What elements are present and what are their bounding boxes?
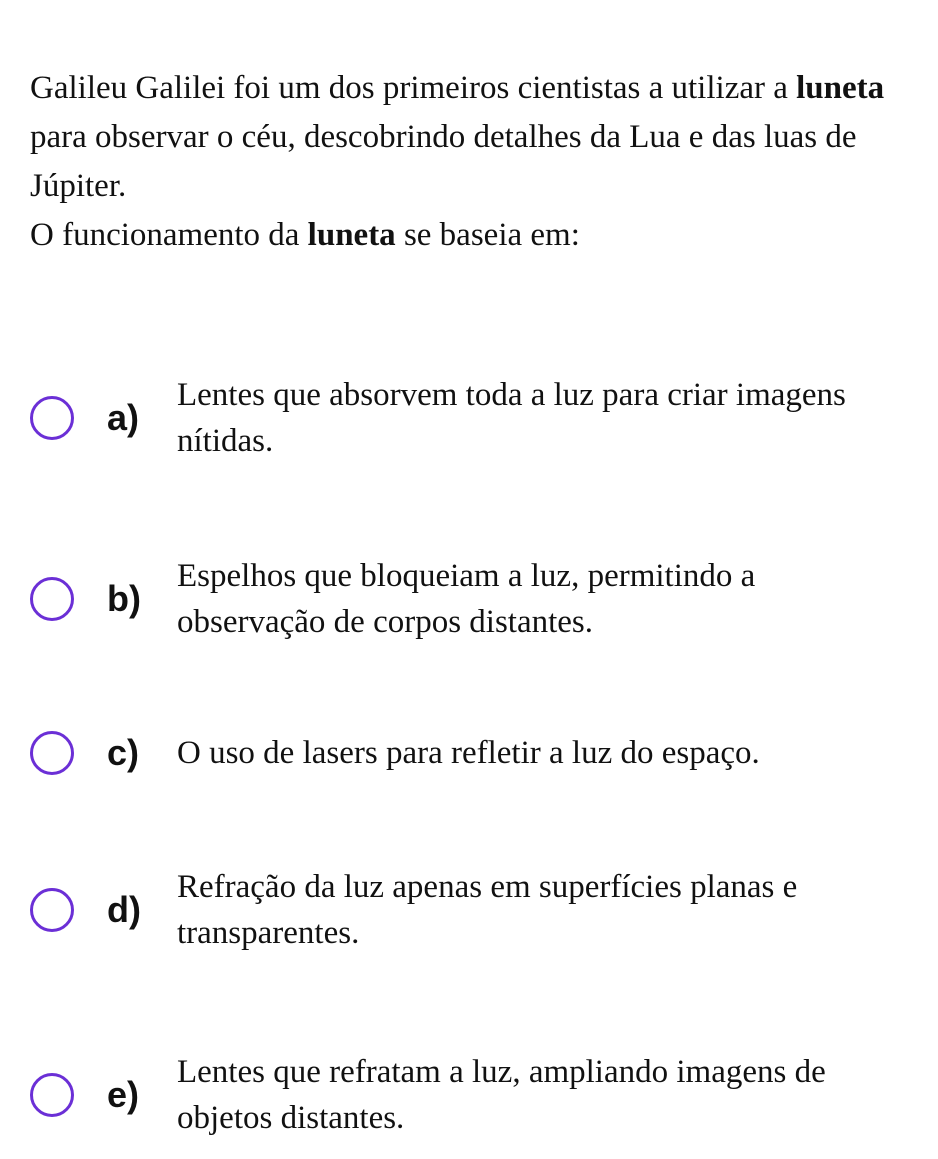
option-c[interactable] <box>30 725 910 781</box>
option-b-text: Espelhos que bloqueiam a luz, permitindo a observação de corpos distantes. <box>177 558 756 640</box>
question-bold-luneta-2: luneta <box>307 217 396 253</box>
option-e[interactable] <box>30 1045 910 1145</box>
option-d-letter: d) <box>107 889 141 930</box>
radio-option-b[interactable] <box>30 577 74 621</box>
option-a-text: Lentes que absorvem toda a luz para criar imagens nítidas. <box>177 377 846 459</box>
option-a-letter: a) <box>107 397 140 438</box>
option-b-letter: b) <box>107 578 141 619</box>
option-d[interactable] <box>30 860 910 960</box>
radio-option-d[interactable] <box>30 888 74 932</box>
option-d-text: Refração da luz apenas em superfícies planas e transparentes. <box>177 869 798 951</box>
option-c-text: O uso de lasers para refletir a luz do espaço. <box>177 735 760 771</box>
question-line-2: para observar o céu, descobrindo detalhes da Lua e das luas de Júpiter. <box>30 119 857 204</box>
radio-option-e[interactable] <box>30 1073 74 1117</box>
question-line-1: Galileu Galilei foi um dos primeiros cientistas a utilizar a <box>30 70 788 106</box>
option-b[interactable] <box>30 549 910 649</box>
option-a[interactable] <box>30 368 910 468</box>
question-prompt-start: O funcionamento da <box>30 217 308 253</box>
question-prompt <box>30 211 920 260</box>
radio-option-c[interactable] <box>30 731 74 775</box>
question-prompt-end: se baseia em: <box>395 217 580 253</box>
question-bold-luneta-1: luneta <box>796 70 885 106</box>
option-c-letter: c) <box>107 732 140 773</box>
option-e-text: Lentes que refratam a luz, ampliando imagens de objetos distantes. <box>177 1054 826 1136</box>
question-paragraph <box>30 64 920 211</box>
option-e-letter: e) <box>107 1074 140 1115</box>
question-text <box>30 64 920 260</box>
radio-option-a[interactable] <box>30 396 74 440</box>
